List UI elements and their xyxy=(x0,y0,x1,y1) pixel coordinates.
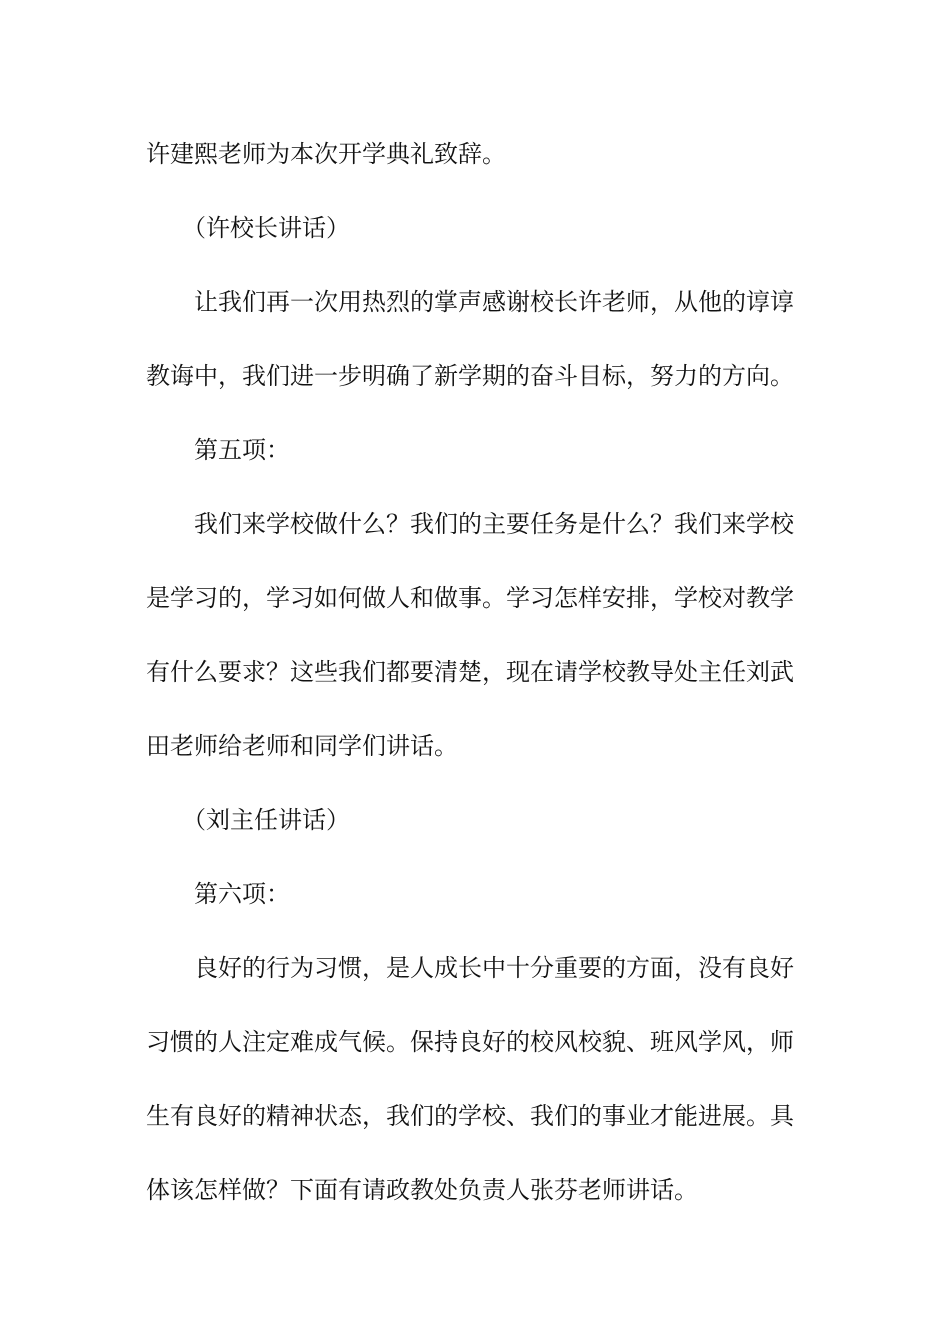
text-line: 习惯的人注定难成气候。保持良好的校风校貌、班风学风，师 xyxy=(146,1028,794,1056)
text-line: 第五项： xyxy=(194,436,290,464)
text-line: 是学习的，学习如何做人和做事。学习怎样安排，学校对教学 xyxy=(146,584,794,612)
text-line: 我们来学校做什么？我们的主要任务是什么？我们来学校 xyxy=(194,510,794,538)
text-line: （刘主任讲话） xyxy=(182,806,350,834)
text-line: 有什么要求？这些我们都要清楚，现在请学校教导处主任刘武 xyxy=(146,658,794,686)
text-line: 田老师给老师和同学们讲话。 xyxy=(146,732,458,760)
text-line: 生有良好的精神状态，我们的学校、我们的事业才能进展。具 xyxy=(146,1102,794,1130)
text-line: 许建熙老师为本次开学典礼致辞。 xyxy=(146,140,506,168)
text-line: 第六项： xyxy=(194,880,290,908)
text-line: （许校长讲话） xyxy=(182,214,350,242)
text-line: 良好的行为习惯，是人成长中十分重要的方面，没有良好 xyxy=(194,954,794,982)
text-line: 让我们再一次用热烈的掌声感谢校长许老师，从他的谆谆 xyxy=(194,288,794,316)
text-line: 体该怎样做？下面有请政教处负责人张芬老师讲话。 xyxy=(146,1176,698,1204)
text-line: 教诲中，我们进一步明确了新学期的奋斗目标，努力的方向。 xyxy=(146,362,794,390)
